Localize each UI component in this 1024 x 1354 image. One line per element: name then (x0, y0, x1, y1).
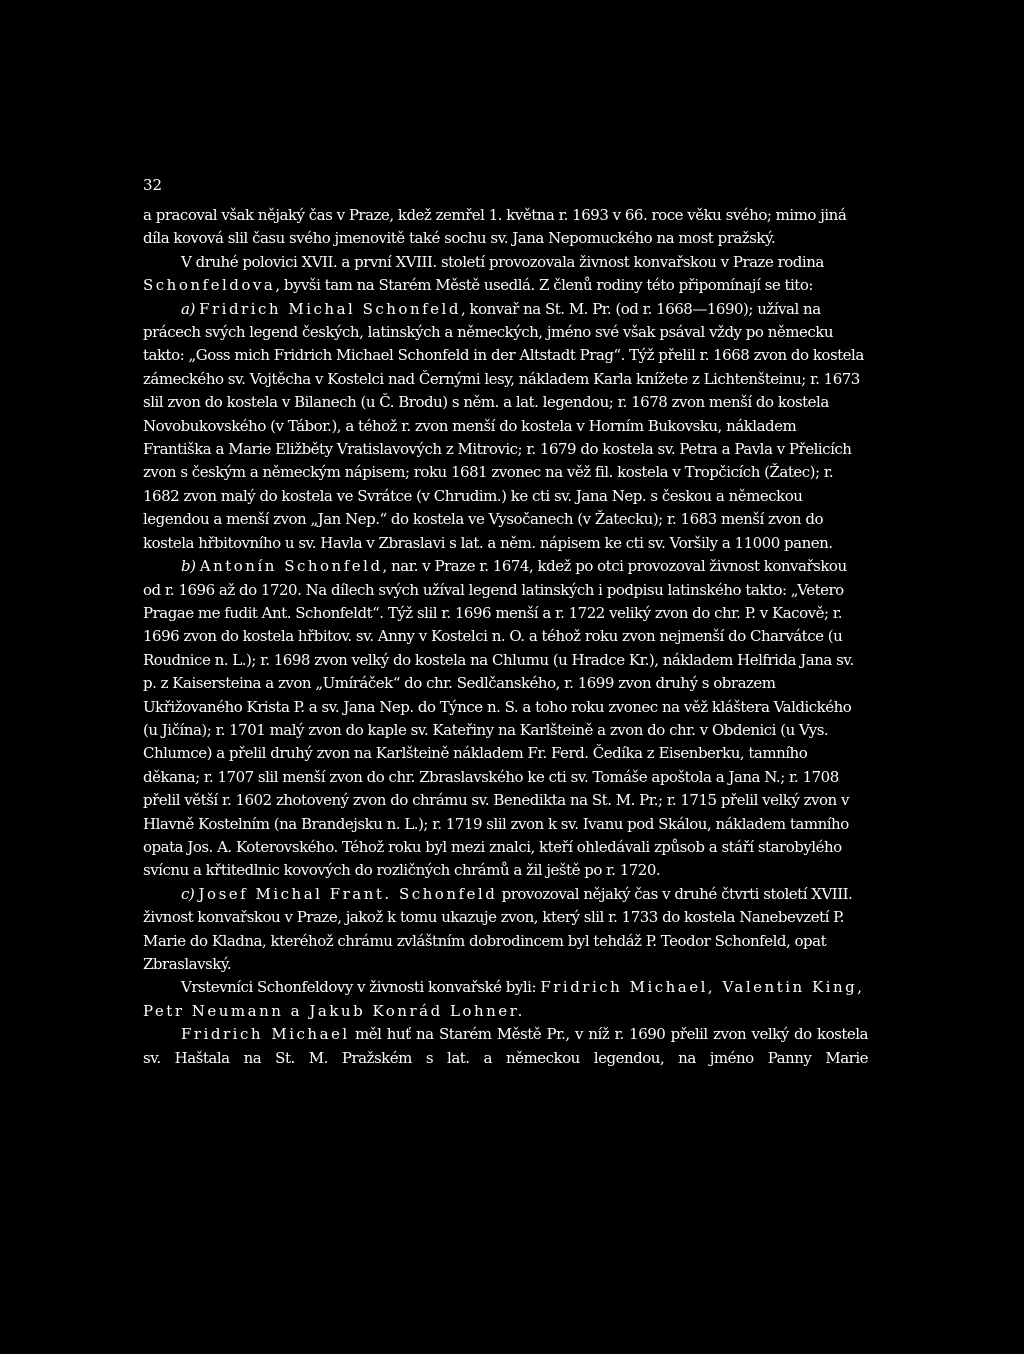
text-run: c) (181, 884, 195, 903)
text-run: , nar. v Praze r. 1674, kdež po otci provozoval živnost konvařskou od r. 1696 až do 1720. Na dílech svých užíval legend latinských i podpisu latinského takto: „Vetero Pragae me fudit Ant. Schonfeldt“. Týž slil r. 1696 menší a r. 1722 veliký zvon do chr. P. v Kacově; r. 1696 zvon do kostela hřbitov. sv. Anny v Kostelci n. O. a téhož roku zvon nejmenší do Charvátce (u Roudnice n. L.); r. 1698 zvon velký do kostela na Chlumu (u Hradce Kr.), nákladem Helfrida Jana sv. p. z Kaisersteina a zvon „Umíráček“ do chr. Sedlčanského, r. 1699 zvon druhý s obrazem Ukřižovaného Krista P. a sv. Jana Nep. do Týnce n. S. a toho roku zvonec na věž kláštera Valdického (u Jičína); r. 1701 malý zvon do kaple sv. Kateřiny na Karlšteině a zvon do chr. v Obdenici (u Vys. Chlumce) a přelil druhý zvon na Karlšteině nákladem Fr. Ferd. Čedíka z Eisenberku, tamního děkana; r. 1707 slil menší zvon do chr. Zbraslavského ke cti sv. Tomáše apoštola a Jana N.; r. 1708 přelil větší r. 1602 zhotovený zvon do chrámu sv. Benedikta na St. M. Pr.; r. 1715 přelil velký zvon v Hlavně Kostelním (na Brandejsku n. L.); r. 1719 slil zvon k sv. Ivanu pod Skálou, nákladem tamního opata Jos. A. Koterovského. Téhož roku byl mezi znalci, kteří ohledávali způsob a stáří starobylého svícnu a křtitedlnic kovových do rozličných chrámů a žil ještě po r. 1720. (143, 557, 854, 880)
paragraph-fridrich-michael (143, 1023, 868, 1070)
page-number: 32 (143, 176, 163, 194)
text-run: Vrstevníci Schonfeldovy v živnosti konvařské byli: (181, 978, 541, 997)
text-run: , byvši tam na Starém Městě usedlá. Z členů rodiny této připomínají se tito: (275, 276, 813, 295)
text-run: Josef Michal Frant. Schonfeld (198, 884, 498, 903)
text-run: , konvař na St. M. Pr. (od r. 1668—1690); užíval na prácech svých legend českých, latinských a německých, jméno své však psával vždy po německu takto: „Goss mich Fridrich Michael Schonfeld in der Altstadt Prag“. Týž přelil r. 1668 zvon do kostela zámeckého sv. Vojtěcha v Kostelci nad Černými lesy, nákladem Karla knížete z Lichtenšteinu; r. 1673 slil zvon do kostela v Bilanech (u Č. Brodu) s něm. a lat. legendou; r. 1678 zvon menší do kostela Novobukovského (v Tábor.), a téhož r. zvon menší do kostela v Horním Bukovsku, nákladem Františka a Marie Eližběty Vratislavových z Mitrovic; r. 1679 do kostela sv. Petra a Pavla v Přelicích zvon s českým a německým nápisem; roku 1681 zvonec na věž fil. kostela v Tropčicích (Žatec); r. 1682 zvon malý do kostela ve Svrátce (v Chrudim.) ke cti sv. Jana Nep. s českou a německou legendou a menší zvon „Jan Nep.“ do kostela ve Vysočanech (v Žatecku); r. 1683 menší zvon do kostela hřbitovního u sv. Havla v Zbraslavi s lat. a něm. nápisem ke cti sv. Voršily a 11000 panen. (143, 299, 864, 552)
text-run: a pracoval však nějaký čas v Praze, kdež zemřel 1. května r. 1693 v 66. roce věku svého; mimo jiná díla kovová slil času svého jmenovitě také sochu sv. Jana Nepomuckého na most pražský. (143, 206, 847, 248)
paragraph-2 (143, 251, 868, 298)
paragraph-schonfeld-fridrich (143, 298, 868, 555)
paragraph-contemporaries (143, 976, 868, 1023)
paragraph-1 (143, 204, 868, 251)
text-run: Fridrich Michal Schonfeld (199, 299, 461, 318)
paragraph-schonfeld-josef (143, 883, 868, 977)
text-run: Antonín Schonfeld (199, 557, 383, 576)
page-text (143, 204, 868, 1070)
text-run: měl huť na Starém Městě Pr., v níž r. 1690 přelil zvon velký do kostela sv. Haštala na St. M. Pražském s lat. a německou legendou, na jméno Panny Marie (143, 1025, 868, 1067)
paragraph-schonfeld-antonin (143, 555, 868, 883)
text-run: a) (181, 299, 195, 318)
text-run: V druhé polovici XVII. a první XVIII. století provozovala živnost konvařskou v Praze rodina (181, 252, 824, 271)
text-run: provozoval nějaký čas v druhé čtvrti století XVIII. živnost konvařskou v Praze, jakož k tomu ukazuje zvon, který slil r. 1733 do kostela Nanebevzetí P. Marie do Kladna, kteréhož chrámu zvláštním dobrodincem byl tehdáž P. Teodor Schonfeld, opat Zbraslavský. (143, 884, 853, 973)
text-run: Fridrich Michael (181, 1025, 350, 1044)
text-run: b) (181, 557, 196, 576)
text-run: Schonfeldova (143, 276, 276, 295)
text-run: Fridrich Michael, Valentin King, Petr Neumann a Jakub Konrád Lohner. (143, 978, 865, 1020)
